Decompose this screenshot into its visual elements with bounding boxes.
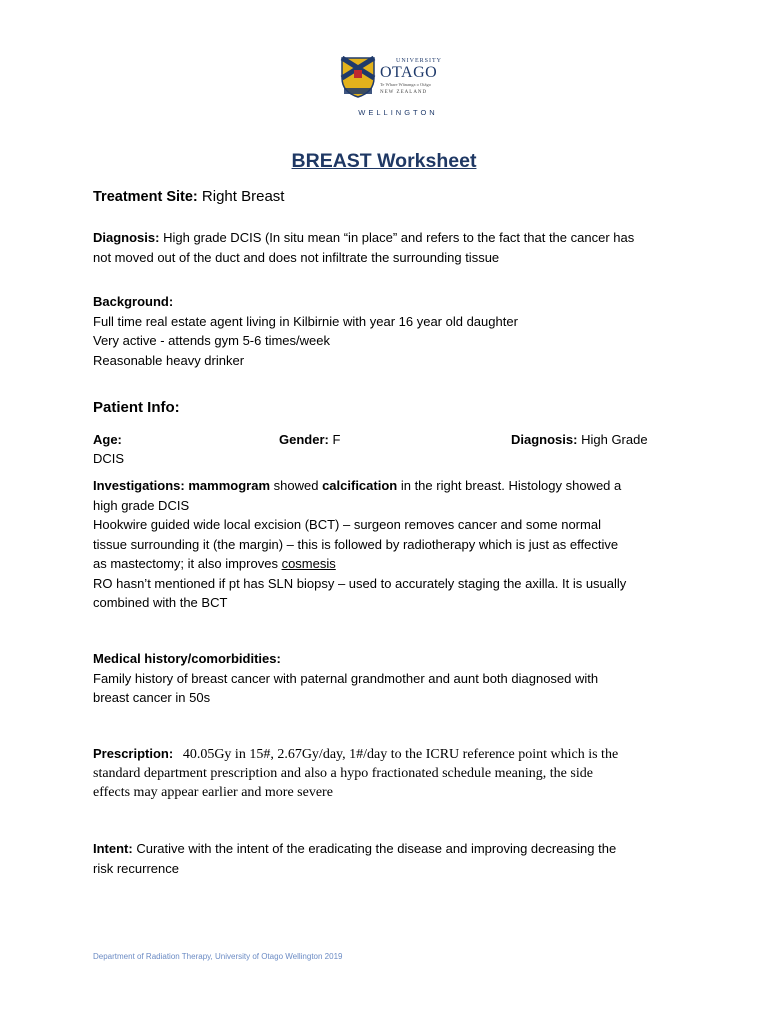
logo-maori: Te Whare Wānanga o Otāgo [380,82,431,87]
diagnosis-label: Diagnosis: [93,230,160,245]
age-label: Age: [93,432,122,447]
patient-diagnosis-field [511,430,648,450]
investigations-label: Investigations: [93,478,185,493]
calcification-term: calcification [322,478,398,493]
page-footer: Department of Radiation Therapy, University of Otago Wellington 2019 [93,952,343,961]
treatment-site [93,187,683,208]
investigations-text-1: showed [273,478,319,493]
intent-section [93,839,683,878]
otago-crest-icon [340,56,376,98]
patient-diagnosis-value: High Grade [581,432,648,447]
intent-line-1: Curative with the intent of the eradicating the disease and improving decreasing the [136,841,617,856]
treatment-site-label: Treatment Site: [93,189,198,205]
background-section [93,292,683,370]
prescription-line-1: 40.05Gy in 15#, 2.67Gy/day, 1#/day to the ICRU reference point which is the [182,747,619,762]
patient-diagnosis-wrap: DCIS [93,451,125,466]
cosmesis-term: cosmesis [281,556,336,571]
diagnosis-line-1: High grade DCIS (In situ mean “in place” and refers to the fact that the cancer has [163,230,635,245]
investigations-line-5: as mastectomy; it also improves [93,556,278,571]
logo-campus: WELLINGTON [358,108,438,117]
prescription-line-3: effects may appear earlier and more severe [93,785,333,800]
logo-text [380,58,446,95]
investigations-text-2: in the right breast. Histology showed a [400,478,622,493]
logo-country: NEW ZEALAND [380,89,428,95]
logo-name: OTAGO [380,64,438,81]
patient-info-heading: Patient Info: [93,399,180,416]
investigations-line-3: Hookwire guided wide local excision (BCT) – surgeon removes cancer and some normal [93,517,601,532]
background-line-2: Very active - attends gym 5-6 times/week [93,333,330,348]
medical-history-line-1: Family history of breast cancer with paternal grandmother and aunt both diagnosed with [93,670,599,686]
background-line-1: Full time real estate agent living in Kilbirnie with year 16 year old daughter [93,313,518,329]
medical-history-line-2: breast cancer in 50s [93,690,211,705]
background-line-3: Reasonable heavy drinker [93,352,245,368]
university-logo [334,50,450,122]
logo-university: UNIVERSITY [396,58,442,64]
investigations-section [93,476,693,613]
investigations-line-7: combined with the BCT [93,595,228,610]
gender-label: Gender: [279,432,329,447]
investigations-line-2: high grade DCIS [93,497,190,513]
investigations-line-4: tissue surrounding it (the margin) – this is followed by radiotherapy which is just as effective [93,536,619,552]
intent-line-2: risk recurrence [93,860,179,876]
gender-value: F [332,432,341,447]
background-label: Background: [93,294,174,309]
medical-history-label: Medical history/comorbidities: [93,651,281,666]
diagnosis-line-2: not moved out of the duct and does not infiltrate the surrounding tissue [93,249,500,265]
prescription-section [93,744,693,802]
investigations-line-6: RO hasn’t mentioned if pt has SLN biopsy – used to accurately staging the axilla. It is usually [93,575,627,591]
intent-label: Intent: [93,841,133,856]
age-field [93,430,122,450]
prescription-line-2: standard department prescription and also a hypo fractionated schedule meaning, the side [93,766,593,781]
prescription-label: Prescription: [93,746,174,761]
treatment-site-value: Right Breast [201,188,285,205]
gender-field [279,430,340,450]
patient-diagnosis-label: Diagnosis: [511,432,578,447]
mammogram-term: mammogram [188,478,271,493]
diagnosis-section [93,228,683,267]
medical-history-section [93,649,683,708]
page-title: BREAST Worksheet [291,150,477,172]
